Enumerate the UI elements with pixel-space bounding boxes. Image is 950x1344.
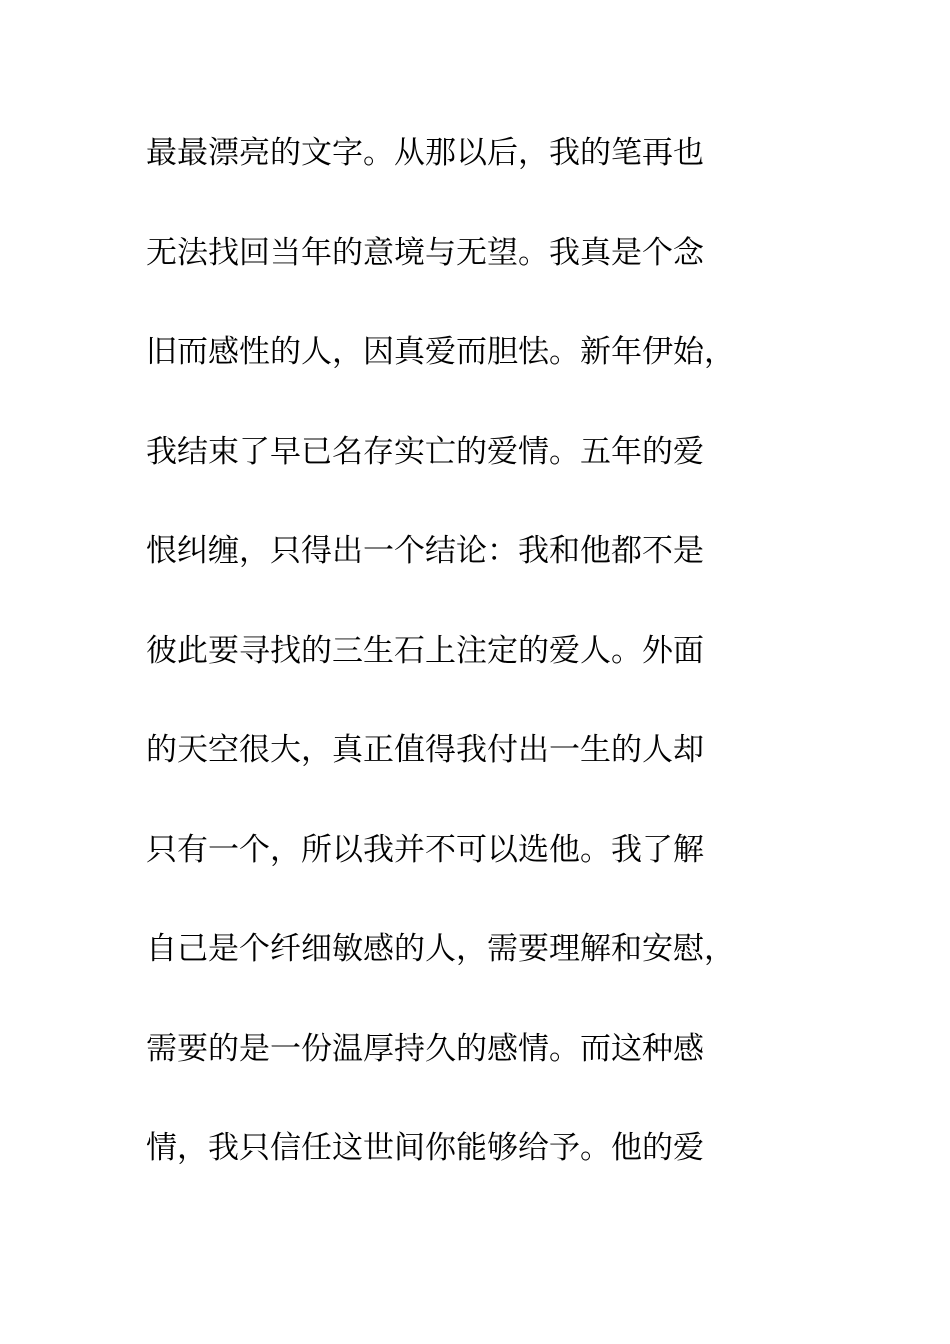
text-line: 只有一个，所以我并不可以选他。我了解 bbox=[146, 831, 704, 868]
text-line: 的天空很大，真正值得我付出一生的人却 bbox=[146, 732, 704, 768]
body-text bbox=[146, 127, 806, 1222]
text-line: 无法找回当年的意境与无望。我真是个念 bbox=[146, 234, 704, 271]
text-line: 旧而感性的人，因真爱而胆怯。新年伊始， bbox=[146, 334, 735, 370]
text-line: 自己是个纤细敏感的人，需要理解和安慰， bbox=[146, 931, 735, 967]
text-line: 情，我只信任这世间你能够给予。他的爱 bbox=[146, 1130, 704, 1166]
text-line: 恨纠缠，只得出一个结论：我和他都不是 bbox=[146, 533, 704, 569]
text-line: 我结束了早已名存实亡的爱情。五年的爱 bbox=[146, 433, 704, 470]
text-line: 彼此要寻找的三生石上注定的爱人。外面 bbox=[146, 632, 704, 669]
text-line: 需要的是一份温厚持久的感情。而这种感 bbox=[146, 1030, 704, 1067]
text-line: 最最漂亮的文字。从那以后，我的笔再也 bbox=[146, 135, 704, 171]
